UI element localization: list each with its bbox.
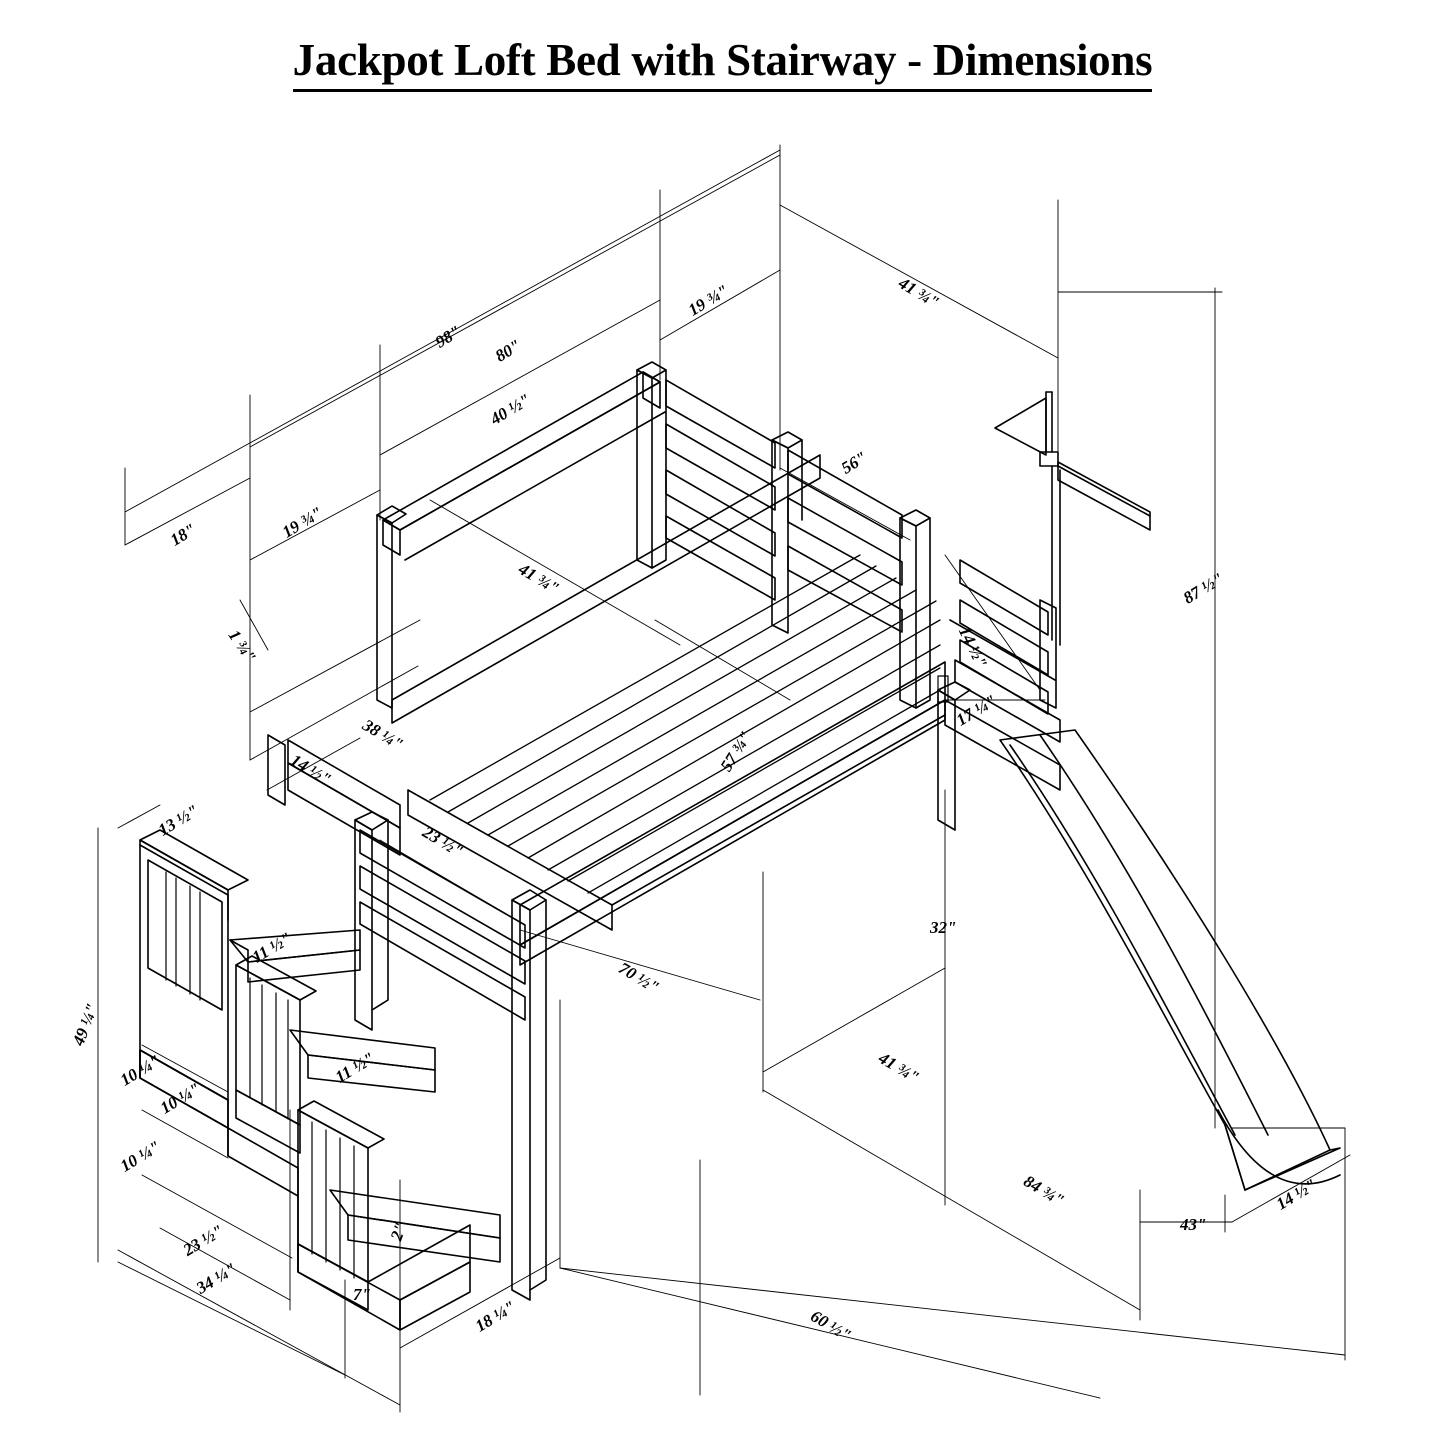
dimension-label: 11 ½" (248, 928, 296, 967)
dimension-label: 41 ¾" (895, 273, 943, 313)
dimension-label: 57 ¾" (716, 727, 756, 775)
dimension-label: 56" (837, 447, 871, 478)
dimension-label: 2" (386, 1219, 411, 1244)
dimension-label: 84 ¾" (1020, 1171, 1068, 1211)
dimension-label: 19 ¾" (278, 503, 326, 542)
dimension-label: 32" (930, 918, 957, 937)
dimension-label: 10 ¼" (156, 1079, 204, 1118)
dimension-label: 1 ¾" (224, 626, 260, 667)
dimension-label: 18" (166, 519, 200, 550)
dimension-label: 34 ¼" (192, 1259, 240, 1298)
dimension-label: 87 ½" (1179, 569, 1227, 608)
dimension-label: 13 ½" (154, 801, 202, 840)
dimension-label: 14 ½" (1272, 1175, 1320, 1214)
dimension-label: 49 ¼" (68, 1000, 102, 1049)
dimension-label: 10 ¼" (116, 1137, 164, 1176)
dimension-label: 80" (491, 335, 525, 366)
dimension-label: 40 ½" (486, 390, 534, 429)
dimension-label: 7" (353, 1285, 371, 1304)
dimension-label: 43" (1180, 1215, 1207, 1234)
dimension-label: 23 ½" (179, 1221, 227, 1260)
dimension-label: 23 ½" (419, 822, 467, 862)
dimension-label: 11 ½" (331, 1048, 379, 1087)
dimension-label: 41 ¾" (875, 1048, 923, 1088)
dimension-label: 19 ¾" (684, 281, 732, 320)
dimension-label: 70 ½" (615, 958, 663, 998)
dimension-label: 60 ½" (807, 1306, 855, 1346)
dimension-label: 98" (431, 321, 465, 352)
dimension-label: 38 ¼" (359, 715, 407, 755)
dimension-label: 14 ½" (287, 750, 335, 790)
dimension-label: 10 ¼" (116, 1051, 164, 1090)
dimension-label: 14 ½" (954, 623, 992, 672)
dimension-label: 18 ¼" (471, 1297, 519, 1336)
dimension-label: 41 ¾" (515, 559, 563, 599)
dimension-label: 17 ¼" (952, 691, 1000, 730)
page-title-text: Jackpot Loft Bed with Stairway - Dimensions (293, 35, 1153, 92)
